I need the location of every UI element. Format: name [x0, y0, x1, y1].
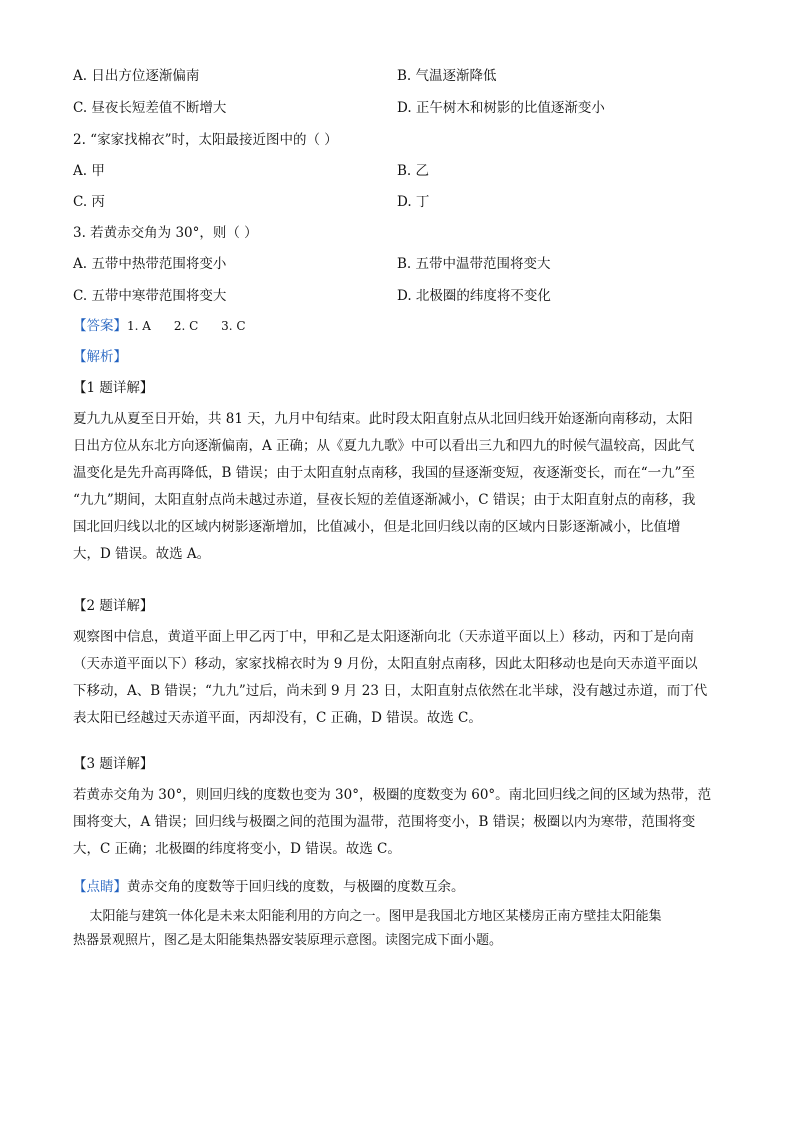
detail3-label: 【3 题详解】: [73, 756, 154, 772]
detail1-line: 国北回归线以北的区域内树影逐渐增加，比值减小，但是北回归线以南的区域内日影逐渐减小，比值增: [73, 519, 681, 535]
q3-option-d: D. 北极圈的纬度将不变化: [397, 288, 551, 304]
detail3-line: 若黄赤交角为 30°，则回归线的度数也变为 30°，极圈的度数变为 60°。南北回归线之间的区域为热带，范: [73, 787, 712, 803]
detail2-line: 下移动，A、B 错误；“九九”过后，尚未到 9 月 23 日，太阳直射点依然在北半球，没有越过赤道，而丁代: [73, 683, 708, 699]
q1-option-d: D. 正午树木和树影的比值逐渐变小: [397, 100, 605, 116]
answer-label: 【答案】: [73, 318, 127, 334]
detail1-line: “九九”期间，太阳直射点尚未越过赤道，昼夜长短的差值逐渐减小，C 错误；由于太阳直射点的南移，我: [73, 492, 696, 508]
q2-option-a: A. 甲: [73, 163, 105, 179]
detail2-line: 表太阳已经越过天赤道平面，丙却没有，C 正确，D 错误。故选 C。: [73, 710, 482, 726]
tip-label: 【点睛】: [73, 879, 127, 895]
q3-option-c: C. 五带中寒带范围将变大: [73, 288, 227, 304]
q1-option-a: A. 日出方位逐渐偏南: [73, 68, 200, 84]
detail2-line: （天赤道平面以下）移动，家家找棉衣时为 9 月份，太阳直射点南移，因此太阳移动也是向天赤道平面以: [73, 656, 698, 672]
q2-option-d: D. 丁: [397, 194, 430, 210]
tip-row: [73, 879, 465, 895]
q2-option-b: B. 乙: [397, 163, 430, 179]
detail3-line: 大，C 正确；北极圈的纬度将变小，D 错误。故选 C。: [73, 841, 401, 857]
detail3-line: 围将变大，A 错误；回归线与极圈之间的范围为温带，范围将变小，B 错误；极圈以内为寒带，范围将变: [73, 814, 696, 830]
detail1-line: 大，D 错误。故选 A。: [73, 546, 211, 562]
answer-values: 1. A 2. C 3. C: [127, 319, 246, 333]
q3-option-a: A. 五带中热带范围将变小: [73, 256, 227, 272]
detail1-line: 夏九九从夏至日开始，共 81 天，九月中旬结束。此时段太阳直射点从北回归线开始逐渐向南移动，太阳: [73, 411, 693, 427]
q1-option-c: C. 昼夜长短差值不断增大: [73, 100, 227, 116]
tip-text: 黄赤交角的度数等于回归线的度数，与极圈的度数互余。: [127, 879, 465, 895]
next-intro-line: 太阳能与建筑一体化是未来太阳能利用的方向之一。图甲是我国北方地区某楼房正南方壁挂太阳能集: [73, 909, 662, 924]
detail1-line: 日出方位从东北方向逐渐偏南，A 正确；从《夏九九歌》中可以看出三九和四九的时候气温较高，因此气: [73, 438, 695, 454]
detail3-paragraph: [73, 782, 723, 863]
detail1-label: 【1 题详解】: [73, 380, 154, 396]
analysis-label: 【解析】: [73, 349, 127, 365]
detail1-line: 温变化是先升高再降低，B 错误；由于太阳直射点南移，我国的昼逐渐变短，夜逐渐变长，而在“一九”至: [73, 465, 696, 481]
q2-stem: 2. “家家找棉衣”时，太阳最接近图中的（ ）: [73, 132, 338, 148]
q3-stem: 3. 若黄赤交角为 30°，则（ ）: [73, 225, 258, 241]
detail2-paragraph: [73, 624, 723, 732]
q3-option-b: B. 五带中温带范围将变大: [397, 256, 551, 272]
answer-row: [73, 318, 246, 334]
detail2-label: 【2 题详解】: [73, 598, 154, 614]
q1-option-b: B. 气温逐渐降低: [397, 68, 497, 84]
q2-option-c: C. 丙: [73, 194, 105, 210]
detail2-line: 观察图中信息，黄道平面上甲乙丙丁中，甲和乙是太阳逐渐向北（天赤道平面以上）移动，丙和丁是向南: [73, 629, 694, 645]
next-intro: [73, 905, 662, 953]
detail1-paragraph: [73, 406, 723, 568]
next-intro-line: 热器景观照片，图乙是太阳能集热器安装原理示意图。读图完成下面小题。: [73, 933, 503, 948]
